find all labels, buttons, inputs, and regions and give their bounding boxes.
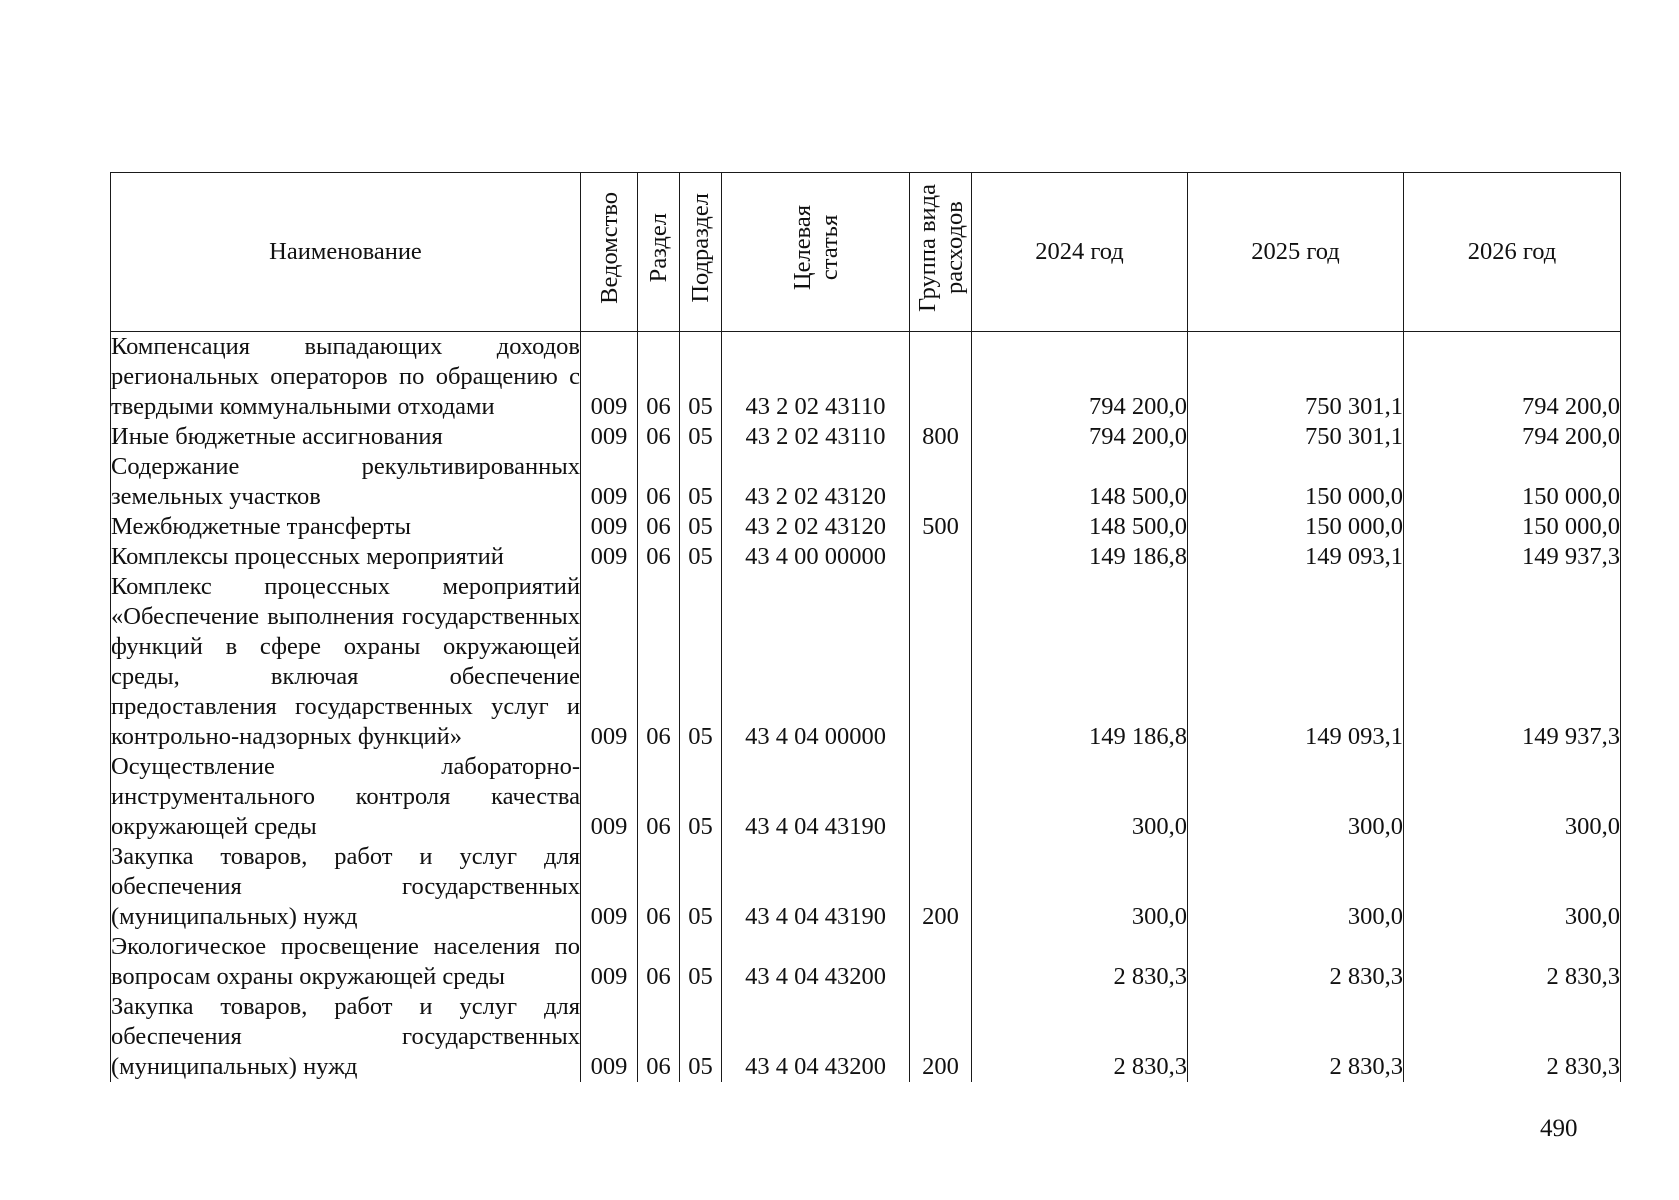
row-value-2025: 750 301,1	[1188, 332, 1404, 423]
row-value-2026: 149 937,3	[1404, 542, 1621, 572]
row-name: Межбюджетные трансферты	[111, 512, 581, 542]
row-gruppa-vida-rashodov	[910, 332, 972, 423]
row-celevaya-statya: 43 2 02 43120	[722, 512, 910, 542]
row-podrazdel: 05	[680, 422, 722, 452]
header-row	[111, 173, 1621, 332]
table-row	[111, 842, 1621, 932]
table-row	[111, 452, 1621, 512]
table-row	[111, 932, 1621, 992]
row-razdel: 06	[638, 842, 680, 932]
row-value-2025: 150 000,0	[1188, 512, 1404, 542]
row-celevaya-statya: 43 4 04 43200	[722, 932, 910, 992]
row-value-2024: 2 830,3	[972, 992, 1188, 1082]
row-podrazdel: 05	[680, 572, 722, 752]
row-gruppa-vida-rashodov: 800	[910, 422, 972, 452]
row-vedomstvo: 009	[581, 542, 638, 572]
row-value-2024: 148 500,0	[972, 512, 1188, 542]
row-celevaya-statya: 43 4 00 00000	[722, 542, 910, 572]
row-value-2024: 300,0	[972, 842, 1188, 932]
row-razdel: 06	[638, 512, 680, 542]
row-gruppa-vida-rashodov	[910, 452, 972, 512]
row-value-2024: 149 186,8	[972, 542, 1188, 572]
row-value-2024: 794 200,0	[972, 332, 1188, 423]
header-gruppa-vida-rashodov: Группа вида расходов	[910, 173, 972, 332]
row-vedomstvo: 009	[581, 512, 638, 542]
row-vedomstvo: 009	[581, 992, 638, 1082]
row-name: Осуществление лабораторно-инструментального контроля качества окружающей среды	[111, 753, 580, 840]
row-value-2025: 149 093,1	[1188, 572, 1404, 752]
row-name: Иные бюджетные ассигнования	[111, 422, 581, 452]
table-row	[111, 512, 1621, 542]
header-celevaya-statya: Целевая статья	[722, 173, 910, 332]
row-value-2025: 2 830,3	[1188, 992, 1404, 1082]
row-value-2025: 300,0	[1188, 752, 1404, 842]
row-value-2025: 150 000,0	[1188, 452, 1404, 512]
row-gruppa-vida-rashodov: 200	[910, 842, 972, 932]
row-podrazdel: 05	[680, 542, 722, 572]
row-razdel: 06	[638, 932, 680, 992]
row-podrazdel: 05	[680, 932, 722, 992]
budget-table	[110, 172, 1621, 1082]
page-number: 490	[1540, 1115, 1578, 1142]
row-value-2024: 148 500,0	[972, 452, 1188, 512]
row-name: Комплекс процессных мероприятий «Обеспечение выполнения государственных функций в сфере охраны окружающей среды, включая обеспечение предоставления государственных услуг и контрольно-надзорных функций»	[111, 573, 580, 750]
row-value-2025: 300,0	[1188, 842, 1404, 932]
row-podrazdel: 05	[680, 452, 722, 512]
row-vedomstvo: 009	[581, 932, 638, 992]
header-podrazdel: Подраздел	[680, 173, 722, 332]
row-value-2024: 149 186,8	[972, 572, 1188, 752]
row-name: Закупка товаров, работ и услуг для обеспечения государственных (муниципальных) нужд	[111, 843, 580, 930]
row-podrazdel: 05	[680, 752, 722, 842]
row-gruppa-vida-rashodov	[910, 572, 972, 752]
row-value-2026: 150 000,0	[1404, 452, 1621, 512]
header-vedomstvo: Ведомство	[581, 173, 638, 332]
row-razdel: 06	[638, 422, 680, 452]
row-celevaya-statya: 43 4 04 00000	[722, 572, 910, 752]
row-value-2025: 2 830,3	[1188, 932, 1404, 992]
header-2025: 2025 год	[1188, 173, 1404, 332]
table-row	[111, 422, 1621, 452]
row-celevaya-statya: 43 4 04 43190	[722, 752, 910, 842]
row-vedomstvo: 009	[581, 452, 638, 512]
row-podrazdel: 05	[680, 992, 722, 1082]
row-vedomstvo: 009	[581, 842, 638, 932]
row-name: Закупка товаров, работ и услуг для обеспечения государственных (муниципальных) нужд	[111, 993, 580, 1080]
row-name: Комплексы процессных мероприятий	[111, 542, 581, 572]
row-vedomstvo: 009	[581, 752, 638, 842]
row-value-2026: 149 937,3	[1404, 572, 1621, 752]
row-name: Содержание рекультивированных земельных участков	[111, 453, 580, 510]
row-razdel: 06	[638, 452, 680, 512]
row-gruppa-vida-rashodov: 200	[910, 992, 972, 1082]
table-row	[111, 572, 1621, 752]
row-value-2024: 300,0	[972, 752, 1188, 842]
row-razdel: 06	[638, 332, 680, 423]
row-gruppa-vida-rashodov: 500	[910, 512, 972, 542]
row-value-2025: 750 301,1	[1188, 422, 1404, 452]
row-razdel: 06	[638, 992, 680, 1082]
row-celevaya-statya: 43 2 02 43110	[722, 332, 910, 423]
row-celevaya-statya: 43 2 02 43120	[722, 452, 910, 512]
table-row	[111, 332, 1621, 423]
row-gruppa-vida-rashodov	[910, 542, 972, 572]
header-razdel: Раздел	[638, 173, 680, 332]
row-value-2026: 2 830,3	[1404, 932, 1621, 992]
row-gruppa-vida-rashodov	[910, 752, 972, 842]
row-vedomstvo: 009	[581, 422, 638, 452]
row-name: Компенсация выпадающих доходов региональных операторов по обращению с твердыми коммунальными отходами	[111, 333, 580, 420]
row-value-2024: 794 200,0	[972, 422, 1188, 452]
header-2024: 2024 год	[972, 173, 1188, 332]
table-row	[111, 752, 1621, 842]
row-name: Экологическое просвещение населения по вопросам охраны окружающей среды	[111, 933, 580, 990]
row-podrazdel: 05	[680, 842, 722, 932]
row-razdel: 06	[638, 542, 680, 572]
table-row	[111, 992, 1621, 1082]
table-row	[111, 542, 1621, 572]
row-razdel: 06	[638, 572, 680, 752]
table-body	[111, 332, 1621, 1083]
row-podrazdel: 05	[680, 512, 722, 542]
row-value-2026: 150 000,0	[1404, 512, 1621, 542]
row-razdel: 06	[638, 752, 680, 842]
row-vedomstvo: 009	[581, 572, 638, 752]
row-vedomstvo: 009	[581, 332, 638, 423]
row-value-2026: 794 200,0	[1404, 422, 1621, 452]
row-celevaya-statya: 43 2 02 43110	[722, 422, 910, 452]
row-value-2026: 300,0	[1404, 752, 1621, 842]
row-value-2025: 149 093,1	[1188, 542, 1404, 572]
row-value-2026: 300,0	[1404, 842, 1621, 932]
header-2026: 2026 год	[1404, 173, 1621, 332]
row-celevaya-statya: 43 4 04 43200	[722, 992, 910, 1082]
row-value-2026: 2 830,3	[1404, 992, 1621, 1082]
header-name: Наименование	[111, 173, 581, 332]
row-celevaya-statya: 43 4 04 43190	[722, 842, 910, 932]
row-gruppa-vida-rashodov	[910, 932, 972, 992]
row-podrazdel: 05	[680, 332, 722, 423]
row-value-2024: 2 830,3	[972, 932, 1188, 992]
row-value-2026: 794 200,0	[1404, 332, 1621, 423]
